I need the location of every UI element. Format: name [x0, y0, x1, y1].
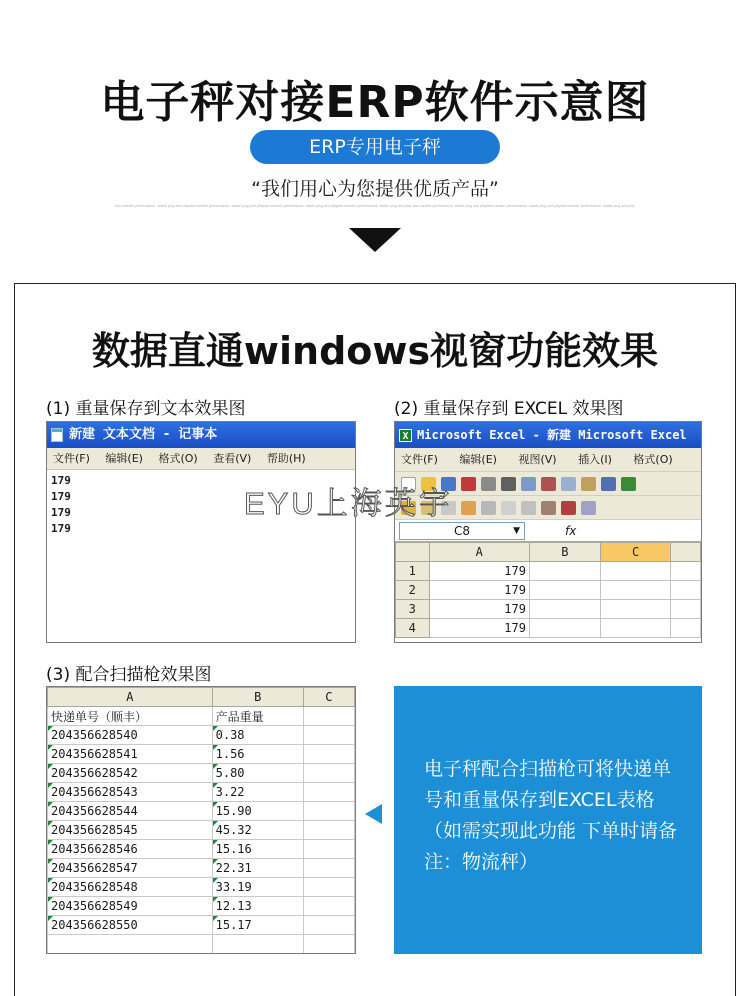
table-row: [48, 916, 355, 935]
cell[interactable]: 179: [429, 619, 529, 638]
cell[interactable]: 204356628549: [48, 897, 213, 916]
cell[interactable]: [600, 619, 671, 638]
delete-icon[interactable]: [561, 501, 576, 515]
paste-icon[interactable]: [581, 477, 596, 491]
excel-menubar: [395, 448, 701, 472]
excel-window: [394, 421, 702, 643]
cell[interactable]: 179: [429, 562, 529, 581]
notepad-window: [46, 421, 356, 643]
notepad-menubar: [47, 448, 355, 470]
notepad-titlebar[interactable]: [47, 422, 355, 448]
column-header[interactable]: A: [48, 688, 213, 707]
menu-file[interactable]: 文件(F): [53, 452, 90, 465]
cell[interactable]: 179: [429, 600, 529, 619]
column-header[interactable]: B: [529, 543, 600, 562]
cell[interactable]: 12.13: [212, 897, 303, 916]
cell[interactable]: [303, 840, 354, 859]
menu-view[interactable]: 视图(V): [518, 453, 557, 466]
cell[interactable]: 45.32: [212, 821, 303, 840]
row-header[interactable]: 2: [396, 581, 430, 600]
text-line: 179: [51, 506, 71, 519]
menu-edit[interactable]: 编辑(E): [459, 453, 497, 466]
table-row: [48, 935, 355, 954]
table-row: [48, 897, 355, 916]
reject-icon[interactable]: [521, 501, 536, 515]
comment-icon[interactable]: [461, 501, 476, 515]
scanner-sheet: [46, 686, 356, 954]
reply-icon[interactable]: [481, 501, 496, 515]
print-icon[interactable]: [501, 477, 516, 491]
menu-format[interactable]: 格式(O): [633, 453, 673, 466]
hyperlink-icon[interactable]: [621, 477, 636, 491]
cell[interactable]: 204356628544: [48, 802, 213, 821]
info-text: 电子秤配合扫描枪可将快递单号和重量保存到EXCEL表格（如需实现此功能 下单时请备注：物流秤）: [424, 758, 678, 873]
scanner-grid: [47, 687, 355, 954]
select-all-corner[interactable]: [396, 543, 430, 562]
chevron-down-icon[interactable]: ▼: [513, 525, 520, 536]
cell[interactable]: 204356628541: [48, 745, 213, 764]
row-header[interactable]: 3: [396, 600, 430, 619]
cell[interactable]: 204356628548: [48, 878, 213, 897]
column-header[interactable]: C: [303, 688, 354, 707]
table-row: [48, 764, 355, 783]
cell[interactable]: [671, 562, 701, 581]
main-title: 电子秤对接ERP软件示意图: [100, 77, 650, 128]
info-box: [394, 686, 702, 954]
cell[interactable]: 15.16: [212, 840, 303, 859]
copy-icon[interactable]: [561, 477, 576, 491]
text-line: 179: [51, 474, 71, 487]
cell[interactable]: 1.56: [212, 745, 303, 764]
spelling-icon[interactable]: [541, 477, 556, 491]
menu-view[interactable]: 查看(V): [213, 452, 252, 465]
table-row: [48, 745, 355, 764]
table-row: [48, 707, 355, 726]
cell[interactable]: 204356628540: [48, 726, 213, 745]
cell[interactable]: [529, 562, 600, 581]
excel-titlebar[interactable]: [395, 422, 701, 448]
cell[interactable]: [671, 619, 701, 638]
cell[interactable]: [303, 859, 354, 878]
cell[interactable]: [303, 802, 354, 821]
table-row: [48, 726, 355, 745]
table-row: [48, 802, 355, 821]
cell[interactable]: [303, 935, 354, 954]
table-row: [48, 821, 355, 840]
cell[interactable]: 179: [429, 581, 529, 600]
table-row: [396, 562, 701, 581]
caption-excel-save: (2) 重量保存到 EXCEL 效果图: [394, 399, 624, 419]
cell[interactable]: 15.90: [212, 802, 303, 821]
cell[interactable]: 3.22: [212, 783, 303, 802]
cell[interactable]: 22.31: [212, 859, 303, 878]
menu-insert[interactable]: 插入(I): [578, 453, 612, 466]
cell[interactable]: [600, 562, 671, 581]
name-box-value: C8: [453, 523, 470, 538]
column-header[interactable]: A: [429, 543, 529, 562]
column-header[interactable]: B: [212, 688, 303, 707]
tagline: “我们用心为您提供优质产品”: [251, 178, 499, 200]
menu-format[interactable]: 格式(O): [158, 452, 198, 465]
cell[interactable]: 204356628546: [48, 840, 213, 859]
cell[interactable]: 5.80: [212, 764, 303, 783]
cell[interactable]: [303, 745, 354, 764]
column-header[interactable]: [671, 543, 701, 562]
cell[interactable]: [529, 619, 600, 638]
cell[interactable]: [303, 878, 354, 897]
cell[interactable]: 产品重量: [212, 707, 303, 726]
cell[interactable]: 204356628550: [48, 916, 213, 935]
caption-text-save: (1) 重量保存到文本效果图: [46, 399, 246, 419]
excel-title: Microsoft Excel - 新建 Microsoft Excel: [417, 428, 687, 442]
cell[interactable]: 15.17: [212, 916, 303, 935]
email-icon[interactable]: [481, 477, 496, 491]
cell[interactable]: [212, 935, 303, 954]
cell[interactable]: [303, 897, 354, 916]
caption-scanner: (3) 配合扫描枪效果图: [46, 665, 212, 685]
menu-edit[interactable]: 编辑(E): [105, 452, 143, 465]
table-row: [48, 783, 355, 802]
menu-file[interactable]: 文件(F): [401, 453, 438, 466]
accept-icon[interactable]: [501, 501, 516, 515]
ink-icon[interactable]: [541, 501, 556, 515]
cell[interactable]: [48, 935, 213, 954]
cell[interactable]: [671, 581, 701, 600]
table-row: [48, 859, 355, 878]
column-header-selected[interactable]: C: [600, 543, 671, 562]
cell[interactable]: [671, 600, 701, 619]
cell[interactable]: 204356628547: [48, 859, 213, 878]
table-row: [48, 840, 355, 859]
undo-icon[interactable]: [601, 477, 616, 491]
notepad-title: 新建 文本文档 - 记事本: [69, 427, 218, 442]
name-box[interactable]: [399, 522, 525, 540]
row-header[interactable]: 4: [396, 619, 430, 638]
cell[interactable]: [303, 783, 354, 802]
fx-icon[interactable]: fx: [565, 523, 577, 538]
cell[interactable]: [600, 600, 671, 619]
excel-grid: [395, 542, 701, 638]
fine-print-text: fast transfer performance, stable plug and playfast transfer performance, stable plug and playfast transfer performance, stable plug and playfast transfer performance, stable plug and play fast transfer performance, stable plug and playfast transfer performance, stable plug and playfast transfer performance, stable plug and play: [115, 204, 635, 208]
cell[interactable]: 204356628543: [48, 783, 213, 802]
row-header[interactable]: 1: [396, 562, 430, 581]
permission-icon[interactable]: [461, 477, 476, 491]
product-pill-badge: ERP专用电子秤: [250, 130, 500, 164]
cell[interactable]: [600, 581, 671, 600]
preview-icon[interactable]: [521, 477, 536, 491]
text-line: 179: [51, 522, 71, 535]
cell[interactable]: [303, 707, 354, 726]
cell[interactable]: [303, 821, 354, 840]
cell[interactable]: [529, 581, 600, 600]
down-arrow-icon: [349, 228, 401, 252]
cell[interactable]: 33.19: [212, 878, 303, 897]
left-arrow-icon: [365, 804, 382, 824]
formula-bar: [395, 520, 701, 542]
excel-icon: X: [399, 429, 412, 442]
cell[interactable]: 204356628545: [48, 821, 213, 840]
cell[interactable]: [303, 726, 354, 745]
section-title: 数据直通windows视窗功能效果: [91, 329, 659, 373]
watermark-text: EYU上海英宇: [244, 486, 453, 521]
table-row: [396, 600, 701, 619]
cell[interactable]: [529, 600, 600, 619]
cell[interactable]: 204356628542: [48, 764, 213, 783]
cell[interactable]: [303, 916, 354, 935]
table-row: [396, 619, 701, 638]
table-row: [48, 878, 355, 897]
table-row: [396, 581, 701, 600]
menu-help[interactable]: 帮助(H): [266, 452, 306, 465]
notepad-icon: [51, 428, 63, 442]
text-line: 179: [51, 490, 71, 503]
cell[interactable]: [303, 764, 354, 783]
cell[interactable]: 快递单号（顺丰）: [48, 707, 213, 726]
cell[interactable]: 0.38: [212, 726, 303, 745]
protect-icon[interactable]: [581, 501, 596, 515]
